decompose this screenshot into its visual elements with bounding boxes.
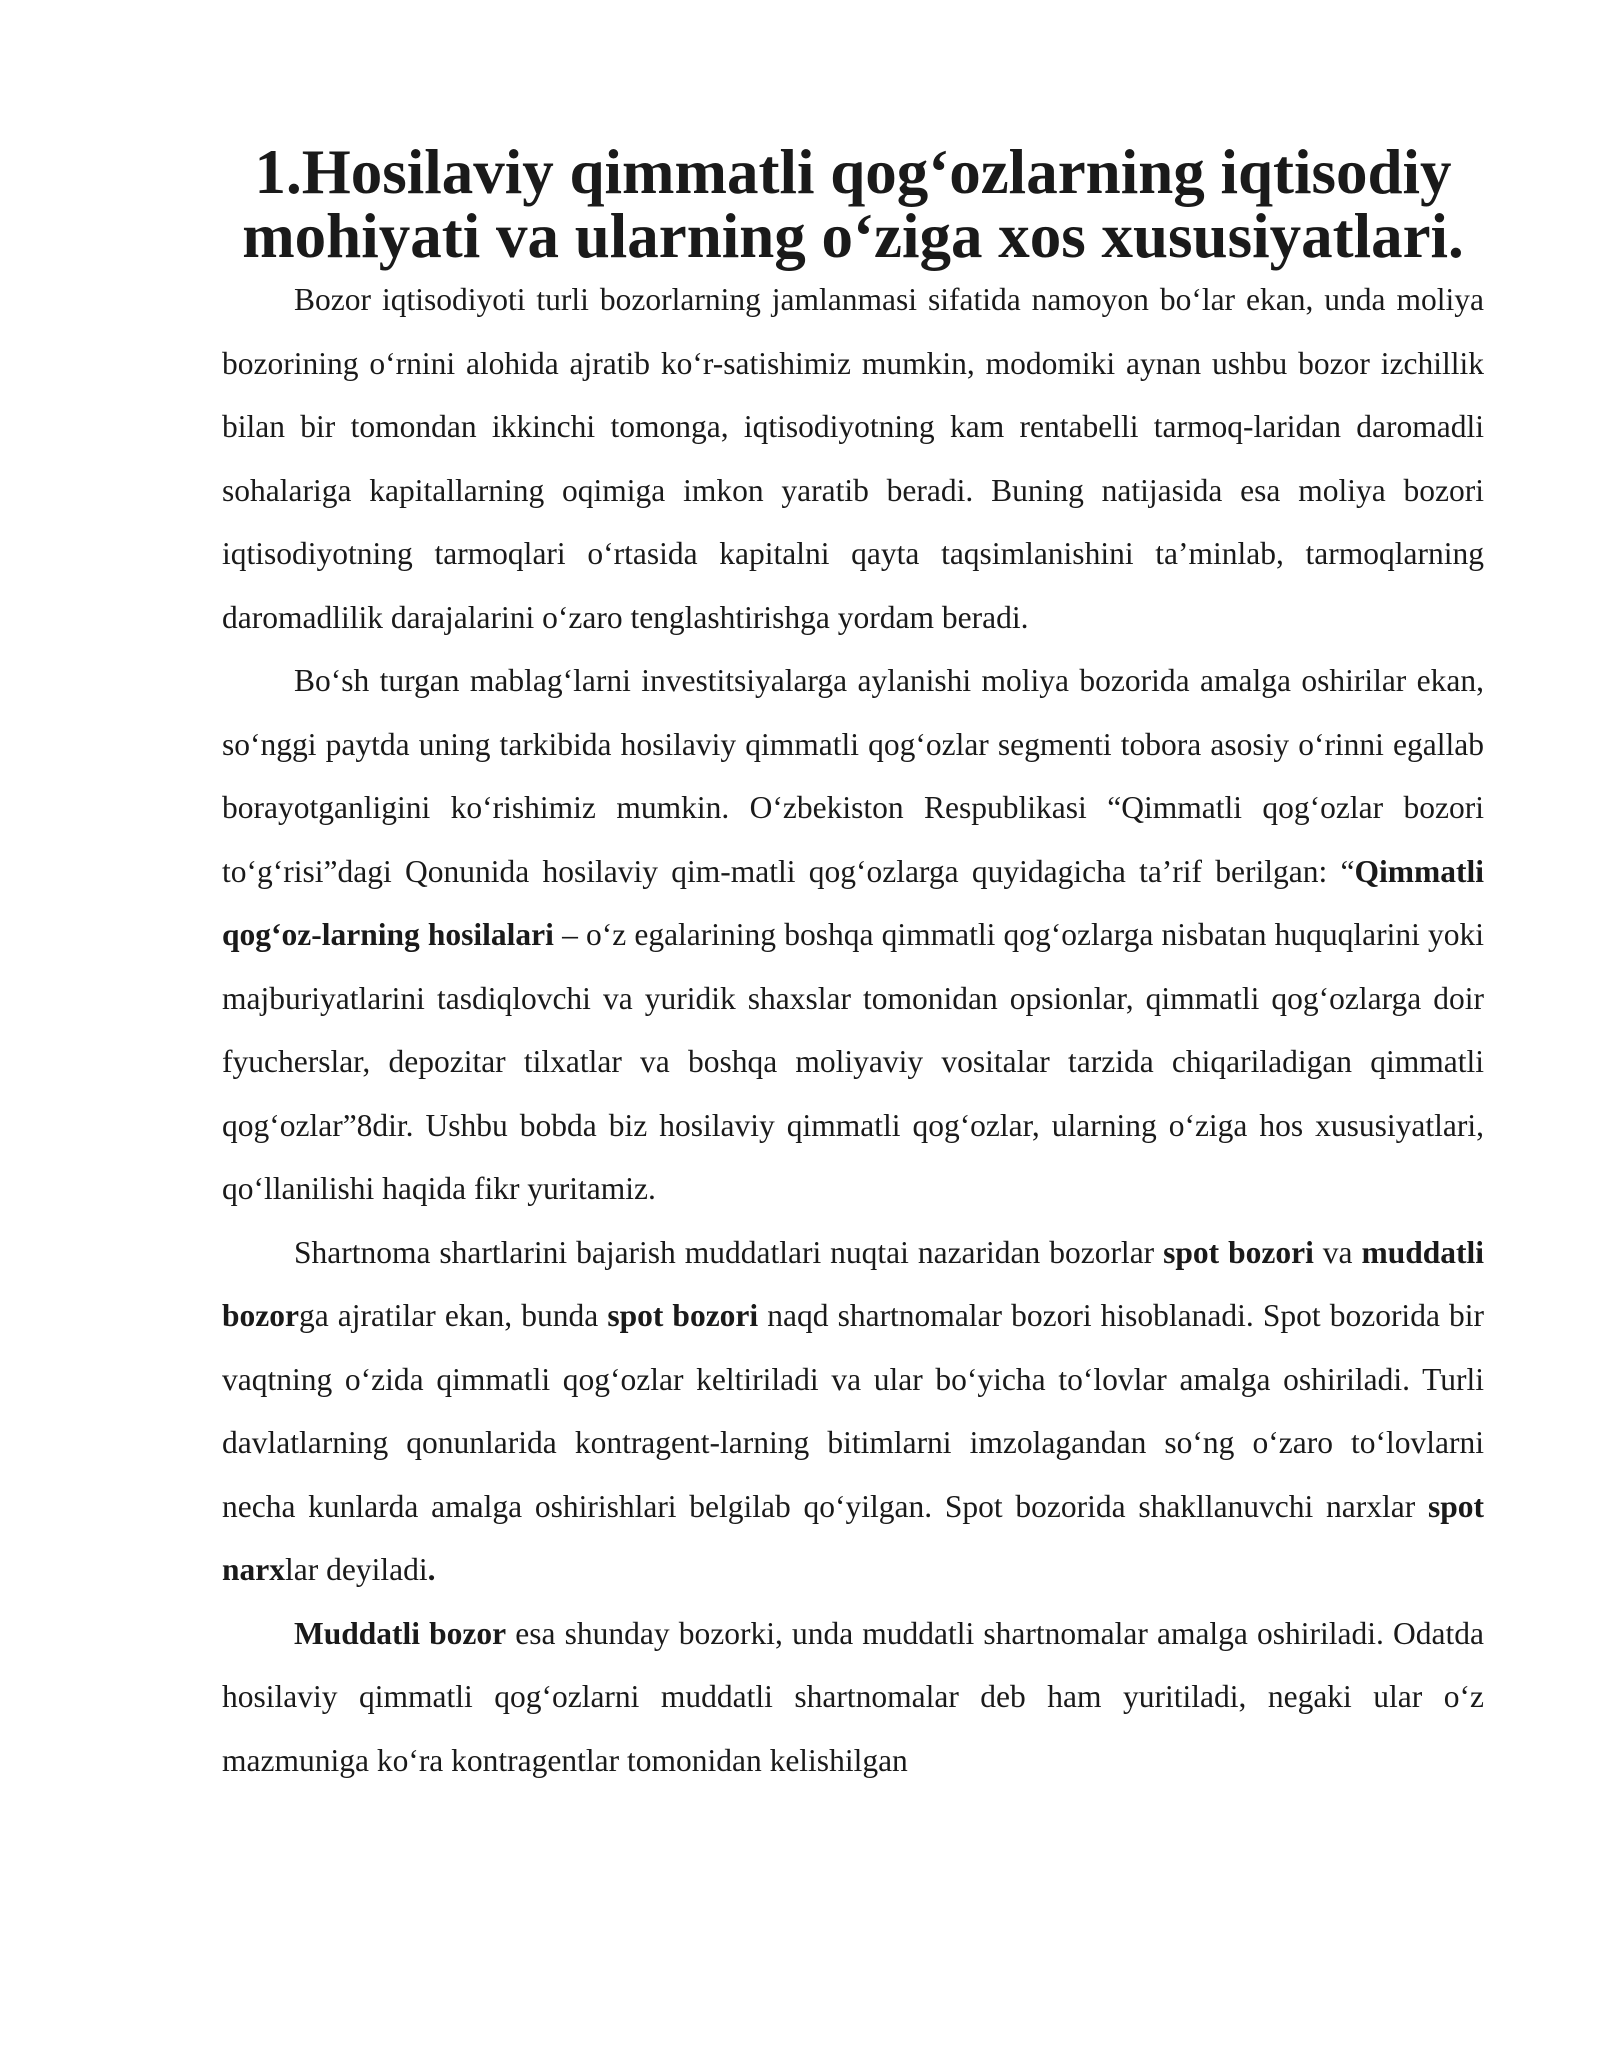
text-run: lar deyiladi <box>285 1552 428 1587</box>
bold-text-run: spot bozori <box>1163 1234 1314 1270</box>
bold-text-run: Qimmatli qog‘oz-larning hosilalari <box>222 853 1484 952</box>
bold-text-run: spot narx <box>222 1488 1484 1587</box>
text-run: Shartnoma shartlarini bajarish muddatlari nuqtai nazaridan bozorlar <box>294 1234 1164 1270</box>
paragraph <box>222 649 1484 1221</box>
page-title: 1.Hosilaviy qimmatli qog‘ozlarning iqtisodiy mohiyati va ularning o‘ziga xos xususiyatlari. <box>242 137 1464 271</box>
paragraph <box>222 268 1484 649</box>
text-run: va <box>1313 1234 1362 1270</box>
text-run: Bo‘sh turgan mablag‘larni investitsiyalarga aylanishi moliya bozorida amalga oshirilar ekan, so‘nggi paytda uning tarkibida hosilaviy qimmatli qog‘ozlar segmenti tobora asosiy o‘rinni egallab borayotganligini ko‘rishimiz mumkin. O‘zbekiston Respublikasi “Qimmatli qog‘ozlar bozori to‘g‘risi”dagi Qonunida hosilaviy qim-matli qog‘ozlarga quyidagicha ta’rif berilgan: “ <box>222 663 1484 889</box>
text-run: esa shunday bozorki, unda muddatli shartnomalar amalga oshiriladi. Odatda hosilaviy qimmatli qog‘ozlarni muddatli shartnomalar deb ham yuritiladi, negaki ular o‘z mazmuniga ko‘ra kontragentlar tomonidan kelishilgan <box>222 1615 1484 1778</box>
paragraph <box>222 1221 1484 1602</box>
text-run: Bozor iqtisodiyoti turli bozorlarning jamlanmasi sifatida namoyon bo‘lar ekan, unda moliya bozorining o‘rnini alohida ajratib ko‘r-satishimiz mumkin, modomiki aynan ushbu bozor izchillik bilan bir tomondan ikkinchi tomonga, iqtisodiyotning kam rentabelli tarmoq-laridan daromadli sohalariga kapitallarning oqimiga imkon yaratib beradi. Buning natijasida esa moliya bozori iqtisodiyotning tarmoqlari o‘rtasida kapitalni qayta taqsimlanishini ta’minlab, tarmoqlarning daromadlilik darajalarini o‘zaro tenglashtirishga yordam beradi. <box>222 282 1484 635</box>
text-run: – o‘z egalarining boshqa qimmatli qog‘ozlarga nisbatan huquqlarini yoki majburiyatlarini tasdiqlovchi va yuridik shaxslar tomonidan opsionlar, qimmatli qog‘ozlarga doir fyucherslar, depozitar tilxatlar va boshqa moliyaviy vositalar tarzida chiqariladigan qimmatli qog‘ozlar”8dir. Ushbu bobda biz hosilaviy qimmatli qog‘ozlar, ularning o‘ziga hos xususiyatlari, qo‘llanilishi haqida fikr yuritamiz. <box>222 917 1484 1206</box>
text-run: ga ajratilar ekan, bunda <box>298 1298 608 1333</box>
document-page <box>222 137 1485 1792</box>
bold-text-run: . <box>427 1552 436 1587</box>
text-run: naqd shartnomalar bozori hisoblanadi. Spot bozorida bir vaqtning o‘zida qimmatli qog‘ozlar keltiriladi va ular bo‘yicha to‘lovlar amalga oshiriladi. Turli davlatlarning qonunlarida kontragent-larning bitimlarni imzolagandan so‘ng o‘zaro to‘lovlarni necha kunlarda amalga oshirishlari belgilab qo‘yilgan. Spot bozorida shakllanuvchi narxlar <box>222 1298 1484 1524</box>
bold-text-run: spot bozori <box>607 1298 759 1333</box>
paragraph <box>222 1602 1484 1793</box>
bold-text-run: muddatli bozor <box>222 1234 1485 1333</box>
bold-text-run: Muddatli bozor <box>294 1615 507 1651</box>
document-body <box>222 268 1484 1792</box>
